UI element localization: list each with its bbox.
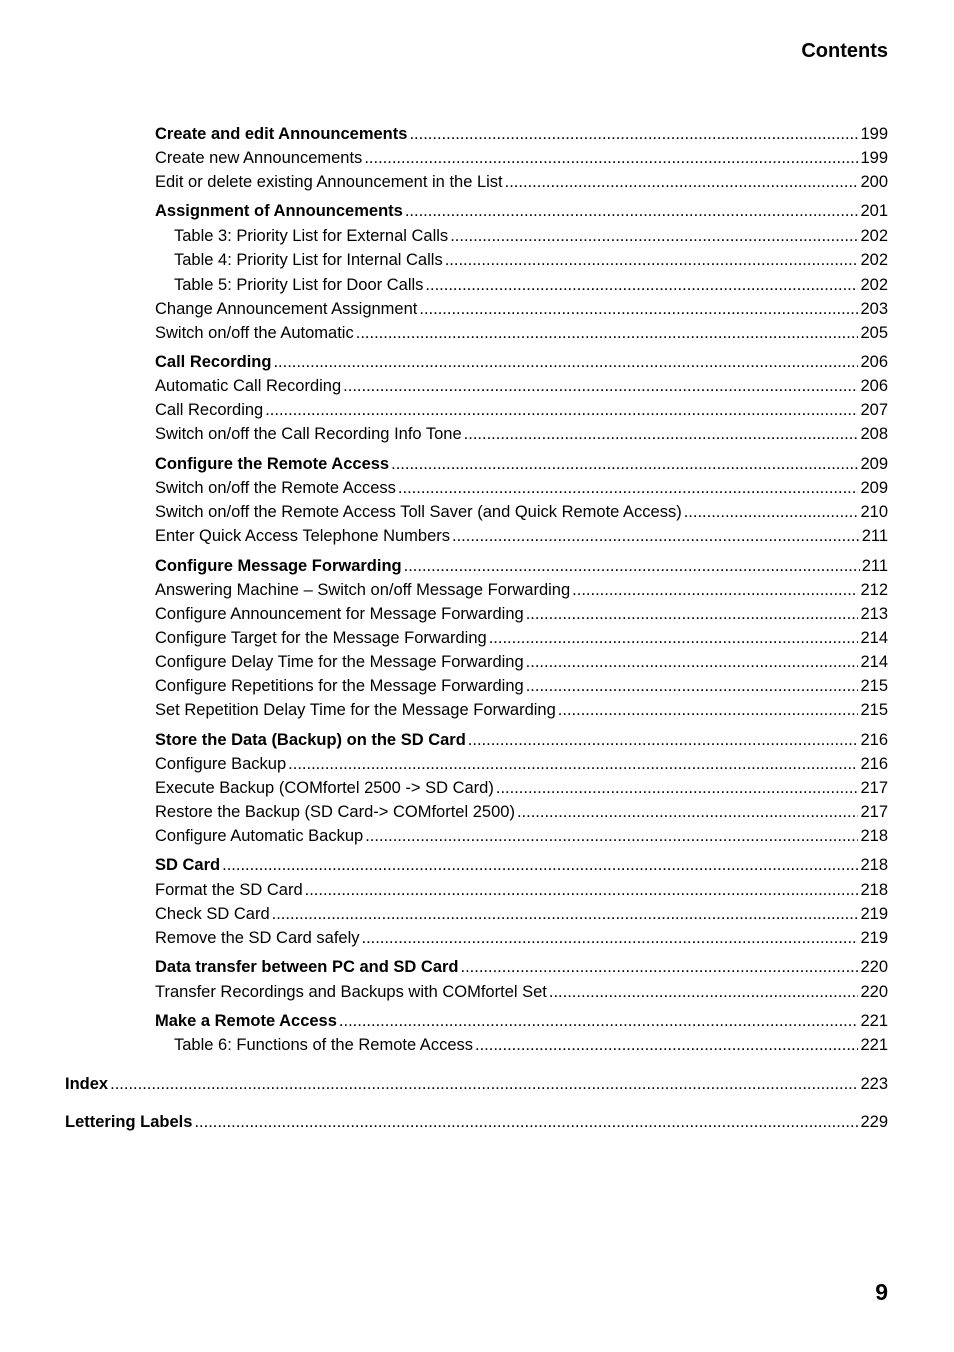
dot-leader [194, 1112, 858, 1132]
toc-entry[interactable] [155, 376, 888, 396]
dot-leader [288, 754, 858, 774]
toc-entry-page: 220 [860, 958, 888, 976]
toc-entry[interactable] [155, 172, 888, 192]
toc-entry-page: 206 [860, 377, 888, 395]
toc-entry-title: Answering Machine – Switch on/off Message Forwarding [155, 581, 571, 599]
toc-entry[interactable] [155, 982, 888, 1002]
toc-entry-page: 202 [860, 227, 888, 245]
toc-entry-heading[interactable] [155, 352, 888, 372]
toc-entry-title: Enter Quick Access Telephone Numbers [155, 527, 451, 545]
dot-leader [517, 802, 859, 822]
toc-entry-title: Set Repetition Delay Time for the Message Forwarding [155, 701, 556, 719]
toc-entry-page: 221 [860, 1036, 888, 1054]
toc-entry-heading[interactable] [155, 124, 888, 144]
toc-entry-page: 207 [860, 401, 888, 419]
toc-entry-title: Configure Backup [155, 755, 287, 773]
toc-entry-page: 199 [860, 125, 888, 143]
toc-entry-table[interactable] [174, 226, 888, 246]
toc-entry[interactable] [155, 604, 888, 624]
toc-entry[interactable] [155, 628, 888, 648]
toc-entry-title: Configure Repetitions for the Message Forwarding [155, 677, 524, 695]
toc-entry-heading[interactable] [155, 454, 888, 474]
toc-entry-title: Table 4: Priority List for Internal Calls [174, 251, 443, 269]
toc-entry[interactable] [155, 904, 888, 924]
toc-entry-chapter[interactable] [65, 1112, 888, 1132]
dot-leader [404, 556, 860, 576]
toc-entry-title: Configure Announcement for Message Forwarding [155, 605, 524, 623]
dot-leader [445, 250, 859, 270]
toc-entry-title: Change Announcement Assignment [155, 300, 418, 318]
toc-entry-heading[interactable] [155, 855, 888, 875]
toc-entry-title: Switch on/off the Remote Access [155, 479, 396, 497]
dot-leader [305, 880, 859, 900]
toc-entry[interactable] [155, 478, 888, 498]
toc-entry-page: 202 [860, 276, 888, 294]
toc-entry-title: Index [65, 1075, 109, 1093]
toc-entry-table[interactable] [174, 1035, 888, 1055]
toc-entry[interactable] [155, 323, 888, 343]
dot-leader [526, 652, 859, 672]
toc-entry[interactable] [155, 526, 888, 546]
toc-entry-heading[interactable] [155, 556, 888, 576]
toc-entry-page: 205 [860, 324, 888, 342]
toc-entry[interactable] [155, 400, 888, 420]
dot-leader [265, 400, 858, 420]
toc-entry[interactable] [155, 778, 888, 798]
toc-entry-title: Create new Announcements [155, 149, 363, 167]
toc-entry-heading[interactable] [155, 957, 888, 977]
toc-entry-title: Make a Remote Access [155, 1012, 337, 1030]
toc-entry-table[interactable] [174, 250, 888, 270]
dot-leader [450, 226, 858, 246]
toc-entry-title: Configure Target for the Message Forwarding [155, 629, 487, 647]
toc-entry-page: 223 [860, 1075, 888, 1093]
toc-entry-page: 206 [860, 353, 888, 371]
toc-entry-page: 219 [860, 929, 888, 947]
toc-entry-title: Call Recording [155, 401, 264, 419]
toc-entry[interactable] [155, 802, 888, 822]
toc-entry-chapter[interactable] [65, 1074, 888, 1094]
page-number: 9 [875, 1279, 888, 1305]
toc-entry-title: Switch on/off the Remote Access Toll Saver (and Quick Remote Access) [155, 503, 682, 521]
dot-leader [391, 454, 858, 474]
toc-entry-title: Switch on/off the Call Recording Info Tone [155, 425, 462, 443]
toc-entry-title: Table 5: Priority List for Door Calls [174, 276, 424, 294]
toc-entry-page: 213 [860, 605, 888, 623]
dot-leader [362, 928, 859, 948]
dot-leader [526, 676, 859, 696]
toc-entry[interactable] [155, 299, 888, 319]
toc-entry-title: Execute Backup (COMfortel 2500 -> SD Card) [155, 779, 494, 797]
toc-entry-title: Lettering Labels [65, 1113, 193, 1131]
toc-entry-table[interactable] [174, 275, 888, 295]
toc-entry[interactable] [155, 424, 888, 444]
dot-leader [339, 1011, 859, 1031]
toc-entry-title: Table 6: Functions of the Remote Access [174, 1036, 473, 1054]
dot-leader [356, 323, 859, 343]
toc-entry-title: Table 3: Priority List for External Calls [174, 227, 449, 245]
dot-leader [461, 957, 859, 977]
toc-entry[interactable] [155, 580, 888, 600]
toc-entry-page: 217 [860, 779, 888, 797]
dot-leader [468, 730, 859, 750]
toc-entry-page: 216 [860, 755, 888, 773]
toc-entry-page: 215 [860, 701, 888, 719]
toc-entry-heading[interactable] [155, 1011, 888, 1031]
toc-entry-page: 211 [861, 527, 888, 545]
dot-leader [425, 275, 858, 295]
dot-leader [405, 201, 859, 221]
toc-entry-title: Remove the SD Card safely [155, 929, 360, 947]
toc-entry-page: 209 [860, 479, 888, 497]
dot-leader [489, 628, 859, 648]
toc-entry-title: Check SD Card [155, 905, 270, 923]
toc-entry-title: Edit or delete existing Announcement in the List [155, 173, 503, 191]
toc-entry-title: Configure Message Forwarding [155, 557, 402, 575]
toc-entry-page: 210 [860, 503, 888, 521]
toc-entry-title: Restore the Backup (SD Card-> COMfortel 2500) [155, 803, 515, 821]
toc-entry-page: 214 [860, 629, 888, 647]
toc-entry[interactable] [155, 754, 888, 774]
toc-entry-title: Configure Delay Time for the Message Forwarding [155, 653, 524, 671]
toc-entry-page: 201 [860, 202, 888, 220]
toc-entry-title: Create and edit Announcements [155, 125, 408, 143]
page-header-title: Contents [801, 40, 888, 62]
dot-leader [496, 778, 859, 798]
dot-leader [419, 299, 858, 319]
dot-leader [558, 700, 859, 720]
toc-entry[interactable] [155, 928, 888, 948]
toc-entry[interactable] [155, 826, 888, 846]
toc-entry-page: 211 [861, 557, 888, 575]
toc-entry-title: Data transfer between PC and SD Card [155, 958, 459, 976]
toc-entry[interactable] [155, 880, 888, 900]
toc-entry-page: 218 [860, 827, 888, 845]
dot-leader [549, 982, 859, 1002]
dot-leader [452, 526, 860, 546]
dot-leader [272, 904, 859, 924]
toc-entry-page: 199 [860, 149, 888, 167]
toc-entry-title: Configure the Remote Access [155, 455, 390, 473]
dot-leader [464, 424, 859, 444]
toc-entry[interactable] [155, 148, 888, 168]
dot-leader [684, 502, 859, 522]
toc-entry-title: SD Card [155, 856, 221, 874]
toc-entry-page: 218 [860, 881, 888, 899]
toc-entry-page: 218 [860, 856, 888, 874]
toc-entry-title: Automatic Call Recording [155, 377, 342, 395]
dot-leader [409, 124, 858, 144]
dot-leader [475, 1035, 858, 1055]
toc-entry-title: Store the Data (Backup) on the SD Card [155, 731, 466, 749]
toc-entry-page: 214 [860, 653, 888, 671]
toc-entry-title: Switch on/off the Automatic [155, 324, 354, 342]
toc-entry-page: 203 [860, 300, 888, 318]
dot-leader [572, 580, 858, 600]
toc-entry-page: 212 [860, 581, 888, 599]
toc-entry-page: 217 [860, 803, 888, 821]
toc-entry-title: Format the SD Card [155, 881, 303, 899]
dot-leader [110, 1074, 858, 1094]
toc-entry-heading[interactable] [155, 730, 888, 750]
dot-leader [526, 604, 859, 624]
dot-leader [365, 826, 858, 846]
toc-entry-page: 200 [860, 173, 888, 191]
toc-entry-page: 216 [860, 731, 888, 749]
toc-entry-page: 208 [860, 425, 888, 443]
toc-entry-page: 229 [860, 1113, 888, 1131]
toc-entry-title: Configure Automatic Backup [155, 827, 364, 845]
toc-entry-page: 215 [860, 677, 888, 695]
toc-entry-title: Call Recording [155, 353, 272, 371]
toc-entry[interactable] [155, 700, 888, 720]
dot-leader [343, 376, 858, 396]
toc-entry[interactable] [155, 652, 888, 672]
dot-leader [222, 855, 858, 875]
toc-entry-title: Transfer Recordings and Backups with COMfortel Set [155, 983, 547, 1001]
dot-leader [398, 478, 859, 498]
toc-entry-page: 219 [860, 905, 888, 923]
toc-entry-page: 202 [860, 251, 888, 269]
toc-entry-page: 221 [860, 1012, 888, 1030]
toc-entry-title: Assignment of Announcements [155, 202, 403, 220]
toc-entry-page: 209 [860, 455, 888, 473]
dot-leader [505, 172, 859, 192]
toc-entry-page: 220 [860, 983, 888, 1001]
toc-entry-heading[interactable] [155, 201, 888, 221]
dot-leader [273, 352, 858, 372]
dot-leader [364, 148, 858, 168]
toc-entry[interactable] [155, 502, 888, 522]
toc-entry[interactable] [155, 676, 888, 696]
